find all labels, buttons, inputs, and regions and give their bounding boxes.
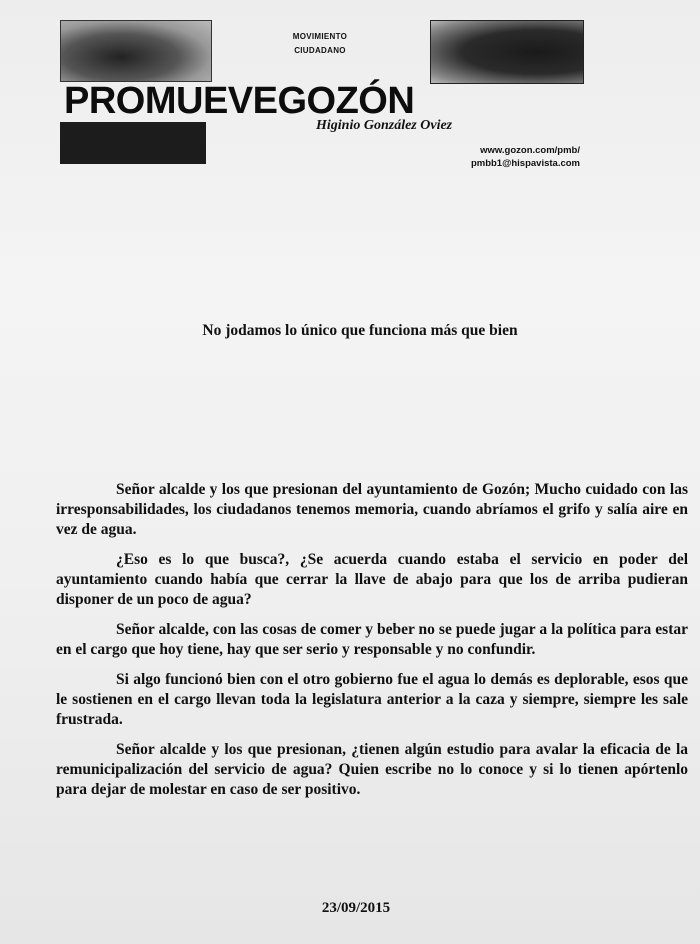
body-paragraph: ¿Eso es lo que busca?, ¿Se acuerda cuando estaba el servicio en poder del ayuntamiento cuando había que cerrar la llave de abajo para que los de arriba pudieran disponer de un poco de agua? bbox=[56, 551, 688, 608]
letterhead-dark-bar bbox=[60, 122, 206, 164]
letterhead-photo-left bbox=[60, 20, 212, 82]
movement-label-line1: MOVIMIENTO bbox=[292, 32, 348, 41]
body-paragraph: Señor alcalde y los que presionan, ¿tienen algún estudio para avalar la eficacia de la remunicipalización del servicio de agua? Quien escribe no lo conoce y si lo tienen apórtenlo para dejar de molestar en caso de ser positivo. bbox=[56, 741, 688, 798]
body-paragraph: Señor alcalde y los que presionan del ayuntamiento de Gozón; Mucho cuidado con las irresponsabilidades, los ciudadanos tenemos memoria, cuando abríamos el grifo y salía aire en vez de agua. bbox=[56, 481, 688, 538]
email-text: pmbb1@hispavista.com bbox=[470, 158, 580, 169]
document-body bbox=[56, 480, 688, 810]
document-heading: No jodamos lo único que funciona más que bien bbox=[202, 322, 518, 339]
website-text: www.gozon.com/pmb/ bbox=[480, 145, 580, 156]
document-date: 23/09/2015 bbox=[321, 900, 391, 916]
contact-block bbox=[380, 144, 580, 170]
body-paragraph: Si algo funcionó bien con el otro gobierno fue el agua lo demás es deplorable, esos que le sostienen en el cargo llevan toda la legislatura anterior a la caza y siempre, siempre les sale frustrada. bbox=[56, 671, 688, 728]
movement-label-line2: CIUDADANO bbox=[294, 46, 346, 55]
letterhead-photo-right bbox=[430, 20, 584, 84]
brand-title: PROMUEVEGOZÓN bbox=[64, 80, 415, 122]
movement-label bbox=[250, 30, 390, 58]
author-name: Higinio González Oviez bbox=[316, 118, 453, 133]
body-paragraph: Señor alcalde, con las cosas de comer y beber no se puede jugar a la política para estar en el cargo que hoy tiene, hay que ser serio y responsable y no confundir. bbox=[56, 621, 688, 658]
